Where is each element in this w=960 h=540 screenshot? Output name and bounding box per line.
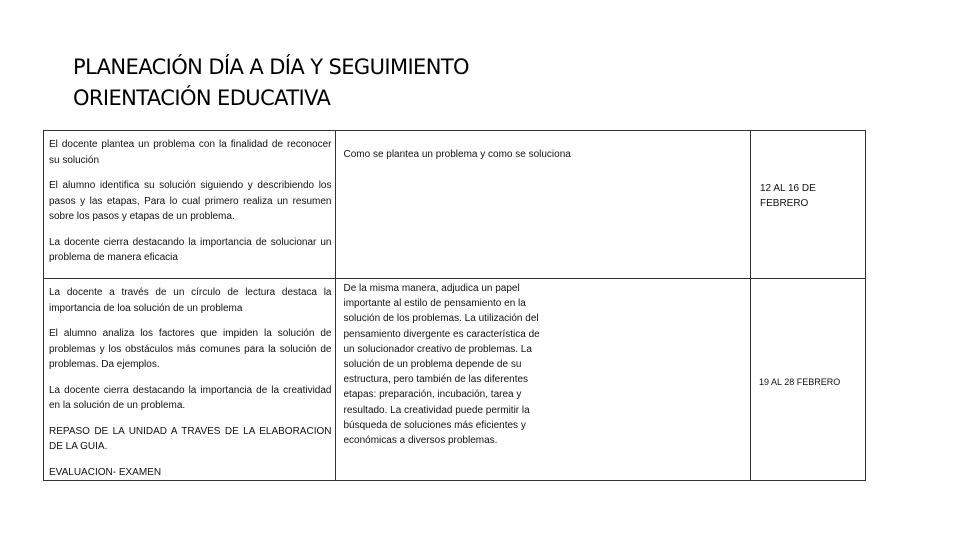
dates-text: 12 AL 16 DE FEBRERO xyxy=(760,183,816,209)
activity-text: La docente cierra destacando la importancia de solucionar un problema de manera eficacia xyxy=(49,236,332,263)
topic-cell xyxy=(336,279,751,481)
activities-cell xyxy=(44,279,336,481)
table-row xyxy=(44,279,866,481)
title-line-2: ORIENTACIÓN EDUCATIVA xyxy=(73,86,331,110)
activity-text: La docente a través de un círculo de lectura destaca la importancia de loa solución de un problema xyxy=(49,287,332,314)
activity-text: La docente cierra destacando la importancia de la creatividad en la solución de un problema. xyxy=(49,384,332,411)
table-row xyxy=(44,131,866,279)
planning-table xyxy=(43,130,866,481)
topic-text: Como se plantea un problema y como se soluciona xyxy=(343,149,571,160)
dates-cell xyxy=(751,279,866,481)
activities-cell xyxy=(44,131,336,279)
topic-text: De la misma manera, adjudica un papel importante al estilo de pensamiento en la solución de los problemas. La utilización del pensamiento divergente es característica de un solucionador creativo de problemas. La solución de un problema depende de su estructura, pero también de las diferentes etapas: preparación, incubación, tarea y resultado. La creatividad puede permitir la búsqueda de soluciones más eficientes y económicas a diversos problemas. xyxy=(343,283,540,447)
activity-text: EVALUACION- EXAMEN xyxy=(49,466,162,478)
activity-text: El alumno analiza los factores que impiden la solución de problemas y los obstáculos más comunes para la solución de problemas. Da ejemplos. xyxy=(49,328,332,370)
page-title xyxy=(73,52,469,114)
title-line-1: PLANEACIÓN DÍA A DÍA Y SEGUIMIENTO xyxy=(73,55,469,79)
dates-cell xyxy=(751,131,866,279)
activity-text: El docente plantea un problema con la finalidad de reconocer su solución xyxy=(49,139,332,166)
activity-text: REPASO DE LA UNIDAD A TRAVES DE LA ELABORACION DE LA GUIA. xyxy=(49,425,332,452)
topic-cell xyxy=(336,131,751,279)
dates-text: 19 AL 28 FEBRERO xyxy=(759,377,841,387)
activity-text: El alumno identifica su solución siguiendo y describiendo los pasos y las etapas, Para lo cual primero realiza un resumen sobre los pasos y etapas de un problema. xyxy=(49,180,332,222)
